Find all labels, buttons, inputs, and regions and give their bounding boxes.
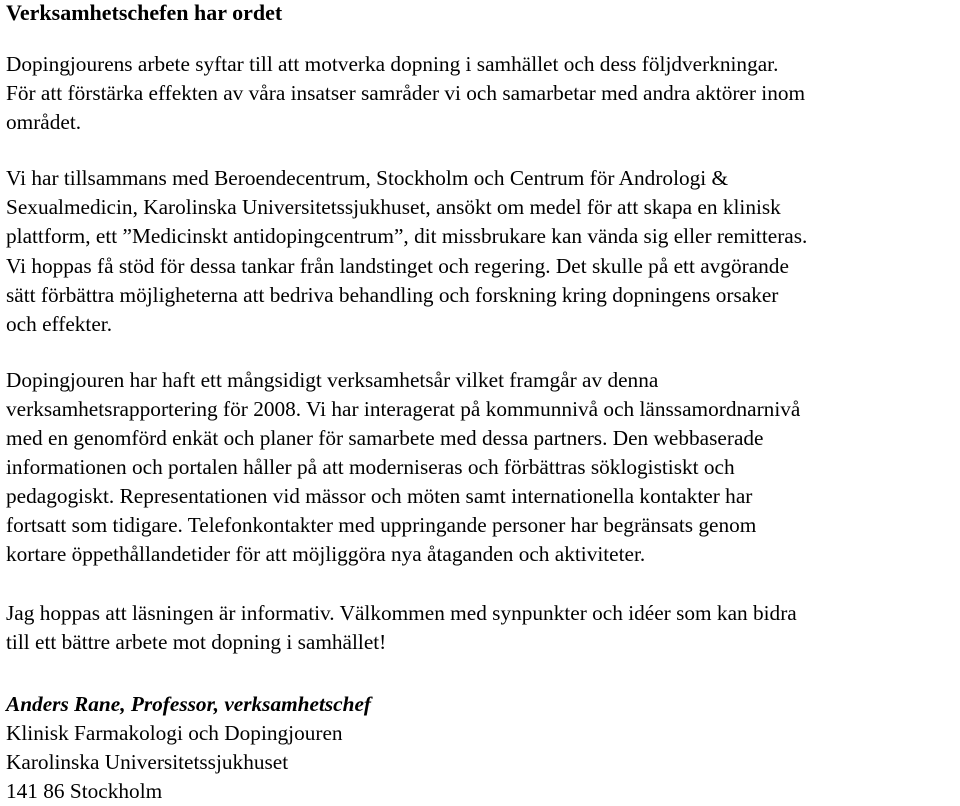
signature-department: Klinisk Farmakologi och Dopingjouren: [6, 720, 343, 745]
paragraph-collaboration: Vi har tillsammans med Beroendecentrum, Stockholm och Centrum för Andrologi & Sexualmedicin, Karolinska Universitetssjukhuset, ansökt om medel för att skapa en klinisk plattform, ett ”Medicinskt antidopingcentrum”, dit missbrukare kan vända sig eller remitteras. Vi hoppas få stöd för dessa tankar från landstinget och regering. Det skulle på ett avgörande sätt förbättra möjligheterna att bedriva behandling och forskning kring dopningens orsaker och effekter.: [6, 166, 808, 336]
paragraph-closing: Jag hoppas att läsningen är informativ. Välkommen med synpunkter och idéer som kan bidra till ett bättre arbete mot dopning i samhället!: [6, 600, 797, 654]
signature-block: [6, 690, 954, 806]
paragraph-intro: Dopingjourens arbete syftar till att motverka dopning i samhället och dess följdverkningar. För att förstärka effekten av våra insatser samråder vi och samarbetar med andra aktörer inom området.: [6, 52, 806, 135]
paragraph-year-summary: Dopingjouren har haft ett mångsidigt verksamhetsår vilket framgår av denna verksamhetsrapportering för 2008. Vi har interagerat på kommunnivå och länssamordnarnivå med en genomförd enkät och planer för samarbete med dessa partners. Den webbaserade informationen och portalen håller på att moderniseras och förbättras söklogistiskt och pedagogiskt. Representationen vid mässor och möten samt internationella kontakter har fortsatt som tidigare. Telefonkontakter med uppringande personer har begränsats genom kortare öppethållandetider för att möjliggöra nya åtaganden och aktiviteter.: [6, 367, 801, 567]
signature-address: 141 86 Stockholm: [6, 778, 163, 803]
signature-name: Anders Rane, Professor, verksamhetschef: [6, 691, 372, 716]
signature-hospital: Karolinska Universitetssjukhuset: [6, 749, 289, 774]
page-title: Verksamhetschefen har ordet: [6, 0, 283, 25]
